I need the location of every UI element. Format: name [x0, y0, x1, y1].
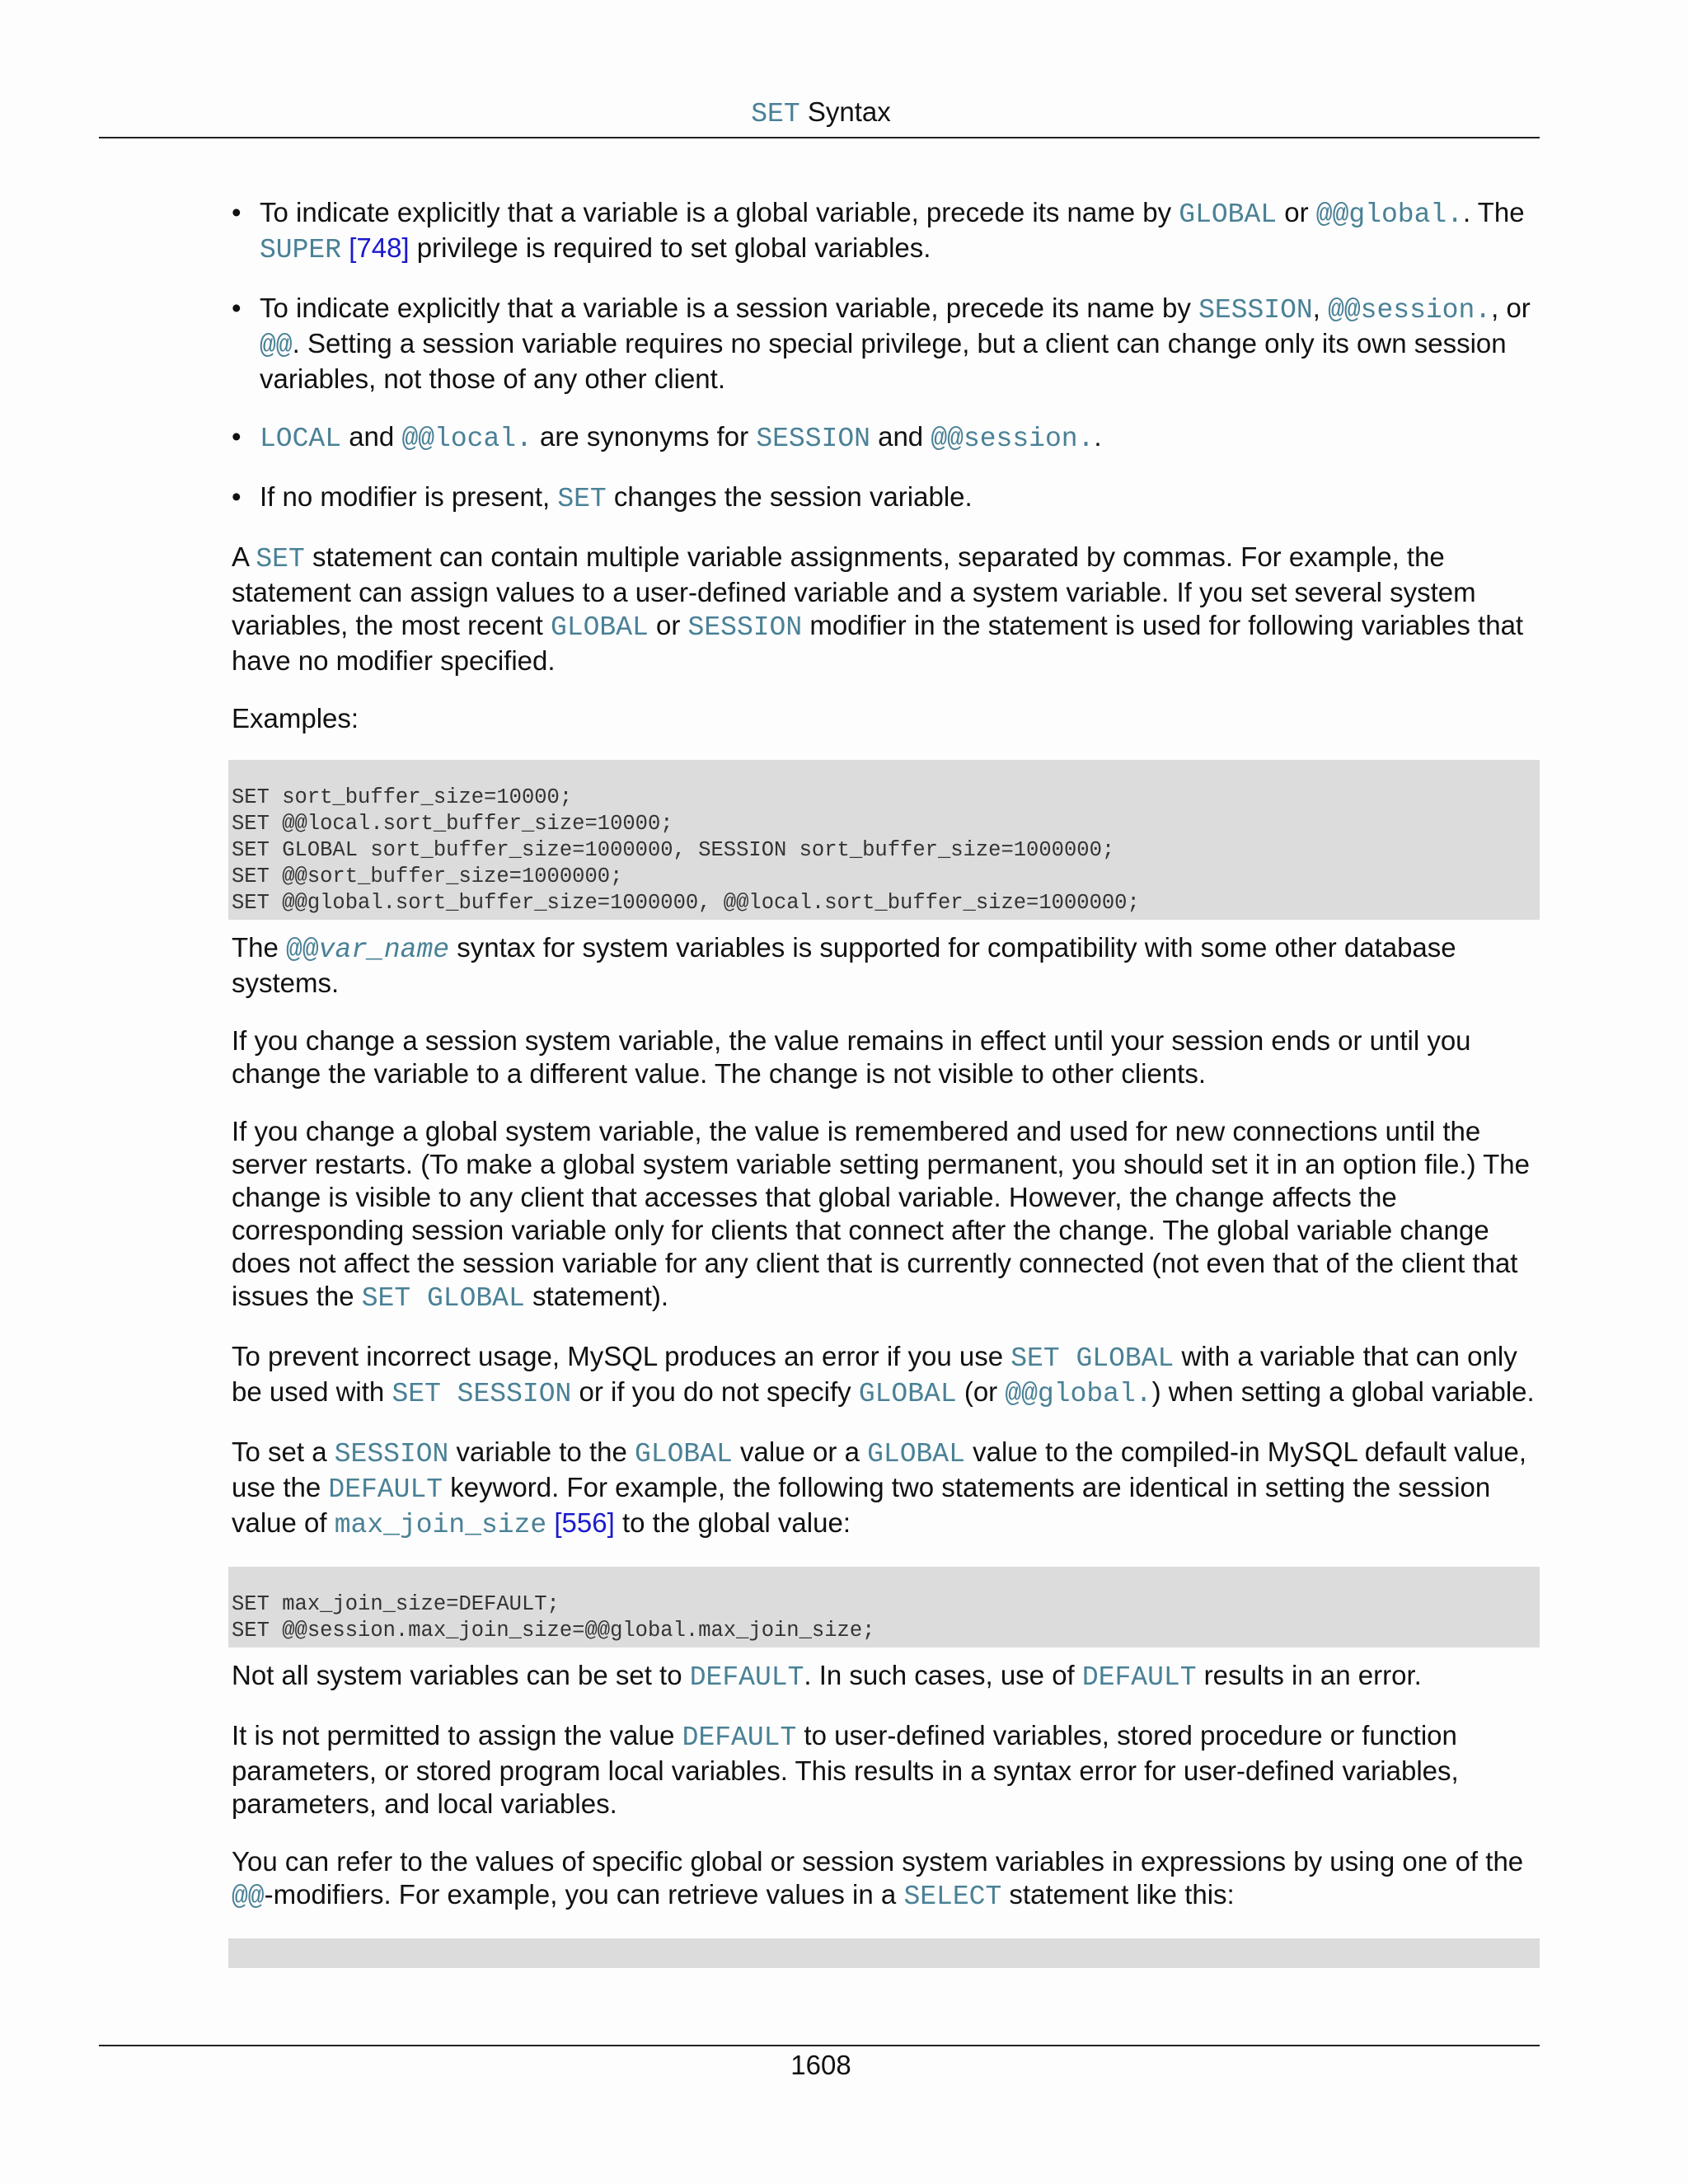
text-run: variable to the: [448, 1436, 635, 1467]
header-title-code: SET: [751, 99, 800, 129]
inline-code: @@global.: [1315, 199, 1464, 230]
inline-code: @@local.: [401, 424, 532, 454]
footer-divider: [99, 2045, 1540, 2046]
text-run: If you change a global system variable, the value is remembered and used for new connections until the server restarts. (To make a global system variable setting permanent, you should set it in an option file.) The change is visible to any client that accesses that global variable. However, the change affects the corresponding session variable only for clients that connect after the change. The global variable change does not affect the session variable for any client that is currently connected (not even that of the client that issues the: [232, 1116, 1530, 1311]
inline-code: SET SESSION: [392, 1379, 572, 1409]
inline-code: DEFAULT: [682, 1722, 797, 1753]
inline-code: GLOBAL: [635, 1439, 733, 1469]
text-run: are synonyms for: [532, 421, 757, 452]
text-run: changes the session variable.: [606, 481, 973, 512]
text-run: to user-defined variables, stored procedure or function parameters, or stored program local variables. This results in a syntax error for user-defined variables, parameters, and local variables.: [232, 1720, 1459, 1819]
inline-code: SESSION: [756, 424, 870, 454]
text-run: [546, 1507, 554, 1538]
inline-code: LOCAL: [260, 424, 342, 454]
text-run: to the global value:: [614, 1507, 851, 1538]
code-line: SET GLOBAL sort_buffer_size=1000000, SESSION sort_buffer_size=1000000;: [232, 838, 1115, 862]
inline-code: DEFAULT: [328, 1474, 443, 1505]
code-line: SET sort_buffer_size=10000;: [232, 785, 573, 809]
code-block-select[interactable]: [228, 1938, 1540, 1968]
paragraph-global-change: [232, 1115, 1542, 1315]
page-reference-link[interactable]: [556]: [554, 1507, 615, 1538]
inline-code: SET GLOBAL: [361, 1283, 525, 1314]
inline-code: @@: [286, 935, 319, 965]
modifier-list: [232, 196, 1542, 516]
text-run: statement can contain multiple variable assignments, separated by commas. For example, the statement can assign values to a user-defined variable and a system variable. If you set several system variables, the most recent: [232, 541, 1476, 640]
text-run: To set a: [232, 1436, 335, 1467]
code-line: SET @@session.max_join_size=@@global.max_join_size;: [232, 1619, 875, 1643]
paragraph-not-all-default: [232, 1659, 1542, 1694]
page-content: [232, 196, 1542, 1980]
text-run: privilege is required to set global variables.: [409, 232, 931, 263]
text-run: or if you do not specify: [571, 1376, 859, 1407]
text-run: Not all system variables can be set to: [232, 1660, 690, 1690]
page-reference-link[interactable]: [748]: [349, 232, 410, 263]
paragraph-not-permitted: [232, 1719, 1542, 1821]
paragraph-default-keyword: [232, 1436, 1542, 1542]
text-run: keyword. For example, the following two statements are identical in setting the session value of: [232, 1472, 1491, 1538]
code-block-default[interactable]: [228, 1567, 1540, 1647]
code-block-examples[interactable]: [228, 760, 1540, 920]
inline-code: SET GLOBAL: [1010, 1343, 1175, 1374]
inline-code: GLOBAL: [1179, 199, 1278, 230]
inline-code: SELECT: [903, 1882, 1002, 1912]
inline-code: @@: [232, 1882, 265, 1912]
text-run: value or a: [732, 1436, 868, 1467]
text-run: statement like this:: [1001, 1879, 1235, 1910]
inline-code: @@session.: [1328, 295, 1492, 326]
inline-code: @@global.: [1005, 1379, 1152, 1409]
code-line: SET max_join_size=DEFAULT;: [232, 1592, 560, 1616]
text-run: results in an error.: [1196, 1660, 1422, 1690]
text-run: . In such cases, use of: [804, 1660, 1082, 1690]
paragraph-refer-values: [232, 1845, 1542, 1914]
text-run: or: [1277, 197, 1316, 227]
header-title-text: Syntax: [799, 96, 891, 127]
text-run: with a variable that can only be used with: [232, 1341, 1517, 1407]
code-line: SET @@global.sort_buffer_size=1000000, @@local.sort_buffer_size=1000000;: [232, 891, 1140, 915]
paragraph-var-name-syntax: [232, 931, 1542, 1000]
inline-code: SET: [557, 484, 607, 514]
page-header-title: [0, 96, 1642, 131]
text-run: A: [232, 541, 256, 572]
text-run: or: [648, 610, 688, 640]
text-run: -modifiers. For example, you can retrieve values in a: [264, 1879, 904, 1910]
inline-code: @@: [260, 330, 293, 361]
text-run: To indicate explicitly that a variable is a global variable, precede its name by: [260, 197, 1179, 227]
inline-code: SESSION: [687, 612, 803, 643]
text-run: syntax for system variables is supported for compatibility with some other database systems.: [232, 932, 1456, 998]
list-item: [232, 480, 1542, 516]
text-run: ,: [1312, 293, 1329, 323]
text-run: . The: [1463, 197, 1525, 227]
inline-code: DEFAULT: [689, 1662, 804, 1693]
inline-code: SET: [256, 544, 305, 574]
text-run: value to the compiled-in MySQL default value, use the: [232, 1436, 1527, 1502]
text-run: If you change a session system variable, the value remains in effect until your session ends or until you change the variable to a different value. The change is not visible to other clients.: [232, 1025, 1471, 1089]
text-run: To prevent incorrect usage, MySQL produces an error if you use: [232, 1341, 1011, 1371]
paragraph-session-change: [232, 1024, 1542, 1090]
inline-code: GLOBAL: [867, 1439, 965, 1469]
text-run: and: [341, 421, 402, 452]
text-run: and: [870, 421, 931, 452]
page-number: 1608: [790, 2050, 851, 2080]
list-item: [232, 196, 1542, 267]
header-divider: [99, 137, 1540, 138]
list-item: [232, 292, 1542, 396]
list-item: [232, 420, 1542, 456]
examples-label: Examples:: [232, 703, 359, 733]
text-run: . Setting a session variable requires no special privilege, but a client can change only its own session variables, not those of any other client.: [260, 328, 1507, 394]
code-line: SET @@local.sort_buffer_size=10000;: [232, 812, 673, 836]
text-run: statement).: [524, 1281, 669, 1311]
inline-code: max_join_size: [334, 1510, 547, 1540]
text-run: modifier in the statement is used for following variables that have no modifier specified.: [232, 610, 1524, 676]
inline-code: SESSION: [334, 1439, 449, 1469]
inline-code: SESSION: [1198, 295, 1313, 326]
text-run: To indicate explicitly that a variable is a session variable, precede its name by: [260, 293, 1199, 323]
text-run: If no modifier is present,: [260, 481, 558, 512]
text-run: , or: [1491, 293, 1531, 323]
inline-code: SUPER: [260, 235, 342, 265]
inline-code: DEFAULT: [1081, 1662, 1197, 1693]
text-run: It is not permitted to assign the value: [232, 1720, 682, 1750]
text-run: The: [232, 932, 287, 963]
code-line: SET @@sort_buffer_size=1000000;: [232, 865, 623, 888]
text-run: .: [1094, 421, 1102, 452]
text-run: (or: [956, 1376, 1006, 1407]
inline-code: GLOBAL: [858, 1379, 957, 1409]
text-run: ) when setting a global variable.: [1151, 1376, 1535, 1407]
inline-code: @@session.: [931, 424, 1095, 454]
text-run: You can refer to the values of specific global or session system variables in expressions by using one of the: [232, 1846, 1524, 1877]
paragraph-prevent-incorrect-usage: [232, 1340, 1542, 1411]
text-run: [341, 232, 349, 263]
inline-code: GLOBAL: [551, 612, 649, 643]
inline-code-placeholder: var_name: [318, 935, 450, 965]
paragraph-multiple-assignments: [232, 541, 1542, 677]
